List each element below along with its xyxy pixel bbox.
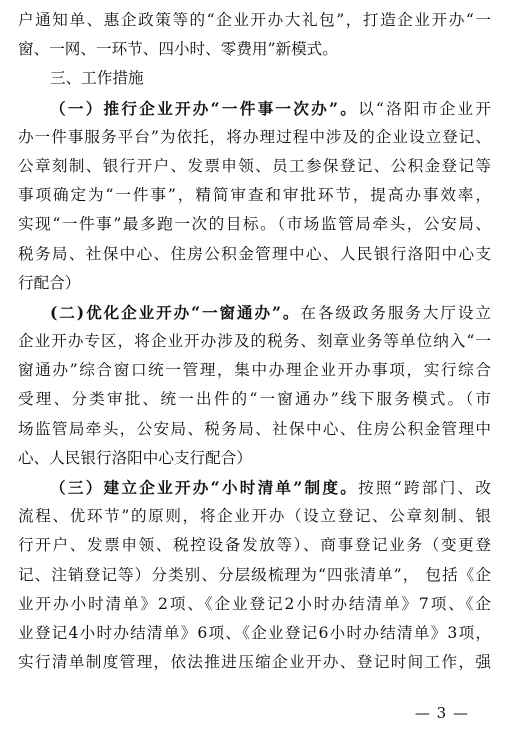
measure-1-first-line bbox=[18, 94, 491, 123]
text-line: 流程、优环节”的原则，将企业开办（设立登记、公章刻制、银 bbox=[18, 507, 491, 526]
text-line: 心、人民银行洛阳中心支行配合） bbox=[18, 448, 252, 467]
section-title: 三、工作措施 bbox=[50, 69, 144, 88]
text-line: 受理、分类审批、统一出件的“一窗通办”线下服务模式。（市 bbox=[18, 390, 491, 409]
measure-2-heading: (二)优化企业开办“一窗通办”。 bbox=[50, 302, 301, 322]
measure-3-intro: 按照“跨部门、改 bbox=[358, 479, 491, 497]
measure-2-first-line bbox=[18, 298, 491, 327]
text-line: 公章刻制、银行开户、发票申领、员工参保登记、公积金登记等 bbox=[18, 156, 491, 175]
text-line: 企业开办专区，将企业开办涉及的税务、刻章业务等单位纳入“一 bbox=[18, 332, 491, 351]
page-number: — 3 — bbox=[414, 704, 469, 722]
measure-3-first-line bbox=[18, 473, 491, 502]
text-line: 实现“一件事”最多跑一次的目标。（市场监管局牵头，公安局、 bbox=[18, 215, 491, 234]
measure-1-heading: （一）推行企业开办“一件事一次办”。 bbox=[50, 98, 359, 118]
text-line: 业登记4小时办结清单》6项、《企业登记6小时办结清单》3项， bbox=[18, 623, 491, 642]
text-line: 记、注销登记等）分类别、分层级梳理为“四张清单”， 包括《企 bbox=[18, 565, 491, 584]
text-line: 税务局、社保中心、住房公积金管理中心、人民银行洛阳中心支 bbox=[18, 244, 491, 263]
text-line: 事项确定为“一件事”，精简审查和审批环节，提高办事效率， bbox=[18, 186, 491, 205]
text-line: 场监管局牵头，公安局、税务局、社保中心、住房公积金管理中 bbox=[18, 419, 491, 438]
measure-3-heading: （三）建立企业开办“小时清单”制度。 bbox=[50, 478, 359, 497]
measure-1-intro: 以“洛阳市企业开 bbox=[358, 99, 491, 118]
text-line: 实行清单制度管理，依法推进压缩企业开办、登记时间工作，强 bbox=[18, 653, 491, 672]
measure-2-intro: 在各级政务服务大厅设立 bbox=[300, 303, 491, 322]
text-line: 行开户、发票申领、税控设备发放等）、商事登记业务（变更登 bbox=[18, 536, 491, 555]
text-line: 户通知单、惠企政策等的“企业开办大礼包”，打造企业开办“一 bbox=[18, 11, 491, 29]
text-line: 办一件事服务平台”为依托，将办理过程中涉及的企业设立登记、 bbox=[18, 127, 491, 146]
text-line: 行配合） bbox=[18, 273, 81, 292]
text-line: 窗通办”综合窗口统一管理，集中办理企业开办事项，实行综合 bbox=[18, 361, 491, 380]
text-line: 窗、一网、一环节、四小时、零费用”新模式。 bbox=[18, 40, 338, 59]
text-line: 业开办小时清单》2项、《企业登记2小时办结清单》7项、《企 bbox=[18, 594, 491, 613]
